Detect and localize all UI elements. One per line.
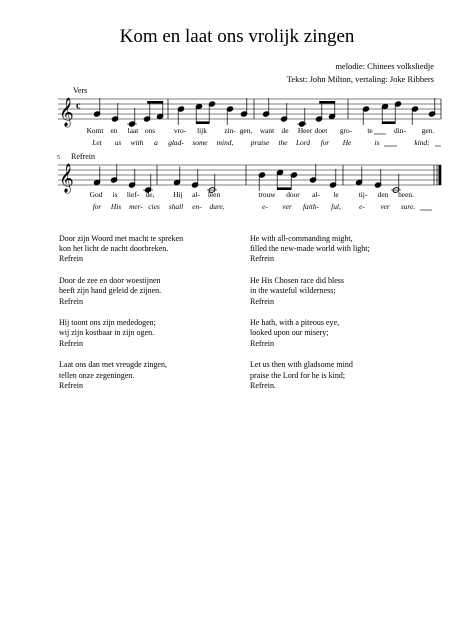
common-time-icon: c [76,100,81,112]
lyric-syllable: lief- [126,190,140,199]
lyric-syllable: a [154,138,158,147]
staff-2-section-label: Refrein [71,152,95,161]
lyric-syllable: door [286,190,300,199]
verse-line: He with all-commanding might, [250,234,353,243]
lyric-syllable: zin- [224,126,236,135]
beam [382,121,395,124]
staff-2-notes [93,164,401,193]
lyric-syllable: mer- [129,202,143,211]
lyric-syllable: God [89,190,103,199]
treble-clef-icon: 𝄞 [59,163,74,192]
song-title: Kom en laat ons vrolijk zingen [119,26,355,47]
beam [196,121,209,124]
staff-1 [58,86,441,147]
measure-number: 5 [57,155,60,161]
lyric-syllable: is [374,138,380,147]
verse-line: heeft zijn hand geleid de zijnen. [59,286,162,296]
lyric-syllable: din- [394,126,406,135]
melody-credit: melodie: Chinees volksliedje [335,61,434,71]
lyric-syllable: praise [250,138,270,147]
lyric-syllable: le [333,190,339,199]
stanza-en-3 [250,318,370,349]
lyric-syllable: ful, [331,202,341,211]
lyric-syllable: de [281,126,289,135]
staff-2-lyrics-en [93,202,432,211]
lyric-syllable: with [130,138,144,147]
refrain-label: Refrein [59,296,83,306]
refrain-label: Refrein [250,338,274,348]
lyric-syllable: de, [145,190,155,199]
lyric-syllable: en- [192,202,202,211]
staff-1-notes [93,98,435,127]
verse-line: praise the Lord for he is kind; [250,370,346,380]
lyric-syllable: heen. [398,190,414,199]
lyric-syllable: vro- [173,126,187,135]
lyric-syllable: sure. [400,202,416,211]
verse-line: Door zijn Woord met macht te spreken [59,234,184,243]
lyric-syllable: shall [168,202,184,211]
lyric-syllable: lijk [197,126,207,135]
staff-1-section-label: Vers [73,86,88,95]
verse-line: kon het licht de nacht doorbreken. [59,244,169,254]
verse-line: Let us then with gladsome mind [250,360,353,370]
verse-line: He His Chosen race did bless [250,276,344,286]
staff-1-lyrics-nl [87,126,435,135]
refrain-label: Refrein [250,254,274,264]
lyric-syllable: Lord [295,138,311,147]
lyric-syllable: ver [282,202,292,211]
lyric-syllable: the [278,138,288,147]
lyric-syllable: mind, [216,138,234,147]
stanza-en-4 [250,360,370,391]
stanza-nl-2 [59,276,183,307]
stanza-en-2 [250,276,370,307]
lyric-syllable: want [259,126,275,135]
lyric-syllable: ver [380,202,390,211]
lyric-syllable: ons [144,126,156,135]
lyric-syllable: leen [207,190,221,199]
lyric-syllable: glad- [168,138,184,147]
lyric-syllable: His [110,202,122,211]
verse-line: looked upon our misery; [250,328,329,338]
verse-line: Laat ons dan met vreugde zingen, [59,360,167,370]
lyric-syllable: cies [148,202,160,211]
verse-line: Hij toont ons zijn mededogen; [59,318,156,328]
lyric-syllable: tij- [358,190,368,199]
stanza-en-1 [250,234,370,265]
lyric-syllable: dure, [209,202,225,211]
stanza-nl-3 [59,318,183,349]
verse-line: filled the new-made world with light; [250,244,370,254]
refrain-label: Refrein [250,296,274,306]
treble-clef-icon: 𝄞 [59,97,74,126]
lyric-syllable: e- [262,202,268,211]
lyric-syllable: doet [314,126,328,135]
verses-dutch [59,234,183,402]
lyric-syllable: Hij [173,190,183,199]
lyric-syllable: e- [359,202,365,211]
staff-2 [57,152,441,211]
lyric-syllable: al- [192,190,200,199]
refrain-label: Refrein [59,380,83,390]
lyric-syllable: den [377,190,389,199]
lyric-syllable: He [342,138,352,147]
lyric-syllable: trouw [258,190,276,199]
lyric-syllable: for [320,138,330,147]
lyric-syllable: gen, [239,126,253,135]
staff-2-lyrics-nl [90,190,414,199]
stanza-nl-4 [59,360,183,391]
lyric-syllable: Komt [86,126,104,135]
staff-1-lyrics-en [91,138,441,147]
refrain-label: Refrein [59,338,83,348]
verse-line: He hath, with a piteous eye, [250,318,340,328]
beam [147,101,163,104]
lyric-syllable: Heer [297,126,313,135]
final-barline [439,165,442,185]
lyric-syllable: is [112,190,118,199]
lyric-syllable: te [367,126,373,135]
lyric-syllable: al- [312,190,320,199]
lyric-syllable: laat [127,126,139,135]
verses-english [250,234,370,402]
lyric-syllable: for [92,202,102,211]
verse-line: in the wasteful wilderness; [250,286,336,296]
refrain-label: Refrein [59,254,83,264]
lyric-syllable: Let [92,138,102,147]
verse-line: tellen onze zegeningen. [59,370,135,380]
lyric-syllable: en [110,126,118,135]
verse-line: Door de zee en door woestijnen [59,276,161,286]
lyric-syllable: kind; [414,138,430,147]
text-credit: Tekst: John Milton, vertaling: Joke Ribbers [286,73,434,84]
verse-line: wij zijn kostbaar in zijn ogen. [59,328,155,338]
lyric-syllable: gro- [339,126,353,135]
beam [319,101,335,104]
lyric-syllable: us [114,138,122,147]
refrain-label: Refrein. [250,380,276,390]
lyric-syllable: gen. [421,126,435,135]
lyric-syllable: faith- [302,202,320,211]
lyric-syllable: some [192,138,208,147]
stanza-nl-1 [59,234,183,265]
